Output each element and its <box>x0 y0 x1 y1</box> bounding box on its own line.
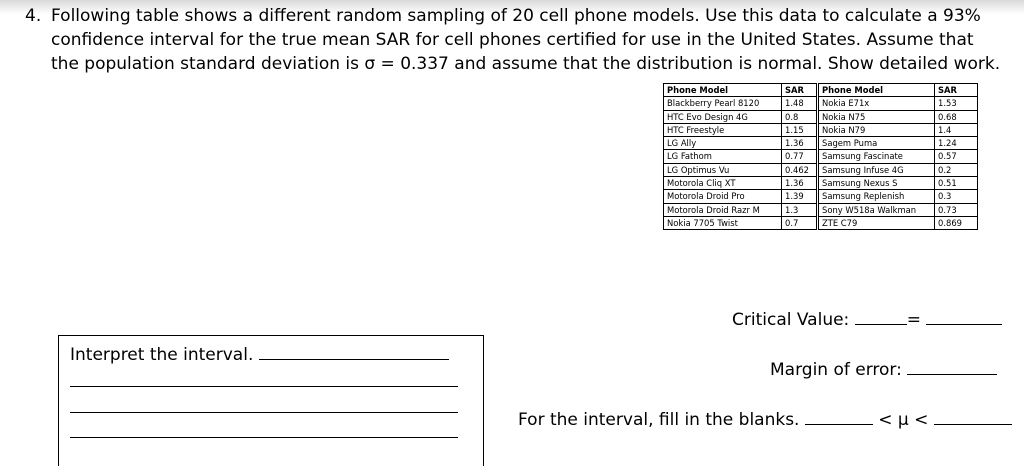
cell-sar-left: 0.8 <box>782 110 817 123</box>
cell-sar-left: 1.39 <box>782 190 817 203</box>
critical-value-line <box>732 309 1002 330</box>
cell-model-left: Motorola Droid Razr M <box>664 203 782 216</box>
interpret-label: Interpret the interval. <box>70 345 254 365</box>
cell-model-right: Nokia N79 <box>819 123 935 136</box>
margin-of-error-line <box>770 359 997 380</box>
interval-upper-blank[interactable] <box>934 409 1012 425</box>
table-row <box>664 97 978 110</box>
cell-sar-right: 0.51 <box>935 177 978 190</box>
cell-sar-left: 0.7 <box>782 216 817 229</box>
cell-sar-right: 1.53 <box>935 97 978 110</box>
table-row <box>664 137 978 150</box>
interval-label: For the interval, fill in the blanks. <box>518 410 800 430</box>
interpret-blank-3[interactable] <box>70 412 458 413</box>
cell-sar-left: 0.462 <box>782 163 817 176</box>
table-row <box>664 150 978 163</box>
cell-model-right: Samsung Replenish <box>819 190 935 203</box>
cell-model-left: Motorola Cliq XT <box>664 177 782 190</box>
cell-model-left: Motorola Droid Pro <box>664 190 782 203</box>
margin-of-error-blank[interactable] <box>907 359 997 375</box>
interval-symbol: < μ < <box>878 410 929 430</box>
cell-model-right: Sagem Puma <box>819 137 935 150</box>
margin-of-error-label: Margin of error: <box>770 360 902 380</box>
cell-sar-right: 0.869 <box>935 216 978 229</box>
critical-value-label: Critical Value: <box>732 310 850 330</box>
table-row <box>664 190 978 203</box>
interpret-blank-4[interactable] <box>70 437 458 438</box>
cell-model-right: ZTE C79 <box>819 216 935 229</box>
cell-sar-left: 1.15 <box>782 123 817 136</box>
question-line-1: Following table shows a different random sampling of 20 cell phone models. Use this data to calculate a 93% <box>51 6 981 26</box>
cell-model-right: Nokia N75 <box>819 110 935 123</box>
cell-model-right: Nokia E71x <box>819 97 935 110</box>
interval-lower-blank[interactable] <box>805 409 873 425</box>
question-number: 4. <box>25 6 42 26</box>
cell-sar-left: 1.36 <box>782 177 817 190</box>
cell-sar-left: 1.48 <box>782 97 817 110</box>
cell-sar-right: 0.2 <box>935 163 978 176</box>
table-row <box>664 163 978 176</box>
cell-model-left: Blackberry Pearl 8120 <box>664 97 782 110</box>
cell-model-left: HTC Freestyle <box>664 123 782 136</box>
cell-sar-right: 0.3 <box>935 190 978 203</box>
table-row <box>664 110 978 123</box>
cell-model-right: Samsung Nexus S <box>819 177 935 190</box>
cell-model-left: LG Fathom <box>664 150 782 163</box>
cell-sar-right: 0.57 <box>935 150 978 163</box>
critical-value-blank-1[interactable] <box>855 309 907 325</box>
header-sar-2: SAR <box>935 84 978 97</box>
table-row <box>664 177 978 190</box>
cell-sar-left: 0.77 <box>782 150 817 163</box>
cell-model-left: LG Ally <box>664 137 782 150</box>
cell-model-right: Samsung Infuse 4G <box>819 163 935 176</box>
interval-line <box>518 409 1012 430</box>
cell-model-right: Samsung Fascinate <box>819 150 935 163</box>
table-row <box>664 216 978 229</box>
header-phone-model-1: Phone Model <box>664 84 782 97</box>
cell-sar-right: 0.73 <box>935 203 978 216</box>
table-row <box>664 203 978 216</box>
interpret-blank-2[interactable] <box>70 386 458 387</box>
header-phone-model-2: Phone Model <box>819 84 935 97</box>
cell-sar-left: 1.3 <box>782 203 817 216</box>
question-line-2: confidence interval for the true mean SAR for cell phones certified for use in the United States. Assume that <box>51 30 974 50</box>
table-header-row <box>664 84 978 97</box>
cell-sar-right: 1.4 <box>935 123 978 136</box>
critical-value-equals: = <box>906 310 921 330</box>
cell-sar-right: 1.24 <box>935 137 978 150</box>
cell-model-left: LG Optimus Vu <box>664 163 782 176</box>
cell-model-left: Nokia 7705 Twist <box>664 216 782 229</box>
cell-sar-left: 1.36 <box>782 137 817 150</box>
cell-model-right: Sony W518a Walkman <box>819 203 935 216</box>
cell-sar-right: 0.68 <box>935 110 978 123</box>
table-row <box>664 123 978 136</box>
sar-data-table <box>663 83 978 230</box>
interpret-line <box>70 344 449 365</box>
critical-value-blank-2[interactable] <box>926 309 1002 325</box>
cell-model-left: HTC Evo Design 4G <box>664 110 782 123</box>
header-sar-1: SAR <box>782 84 817 97</box>
question-line-3: the population standard deviation is σ = 0.337 and assume that the distribution is normal. Show detailed work. <box>51 54 1001 74</box>
interpret-blank-1[interactable] <box>259 344 449 360</box>
